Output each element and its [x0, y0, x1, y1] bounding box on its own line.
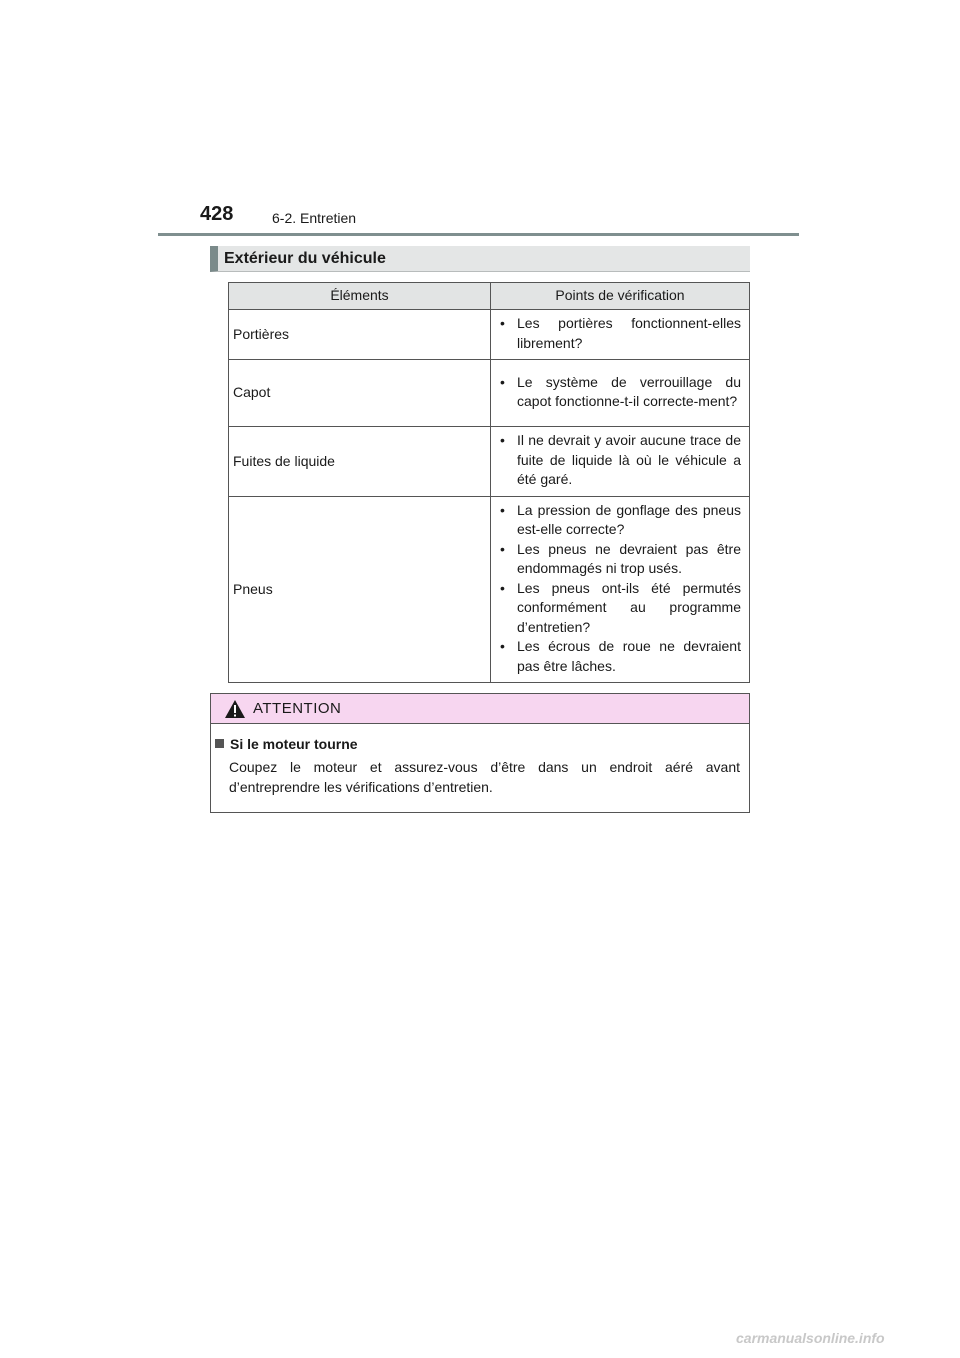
table-row — [229, 310, 750, 360]
list-item: • Les portières fonctionnent-elles librement? — [499, 314, 741, 353]
list-item: • Les écrous de roue ne devraient pas être lâches. — [499, 637, 741, 676]
column-header-items: Éléments — [229, 283, 491, 310]
watermark: carmanualsonline.info — [736, 1330, 885, 1346]
warning-subtitle-text: Si le moteur tourne — [230, 736, 358, 752]
points-list — [499, 431, 741, 490]
warning-header — [211, 694, 749, 724]
list-item: • La pression de gonflage des pneus est-elle correcte? — [499, 501, 741, 540]
table-cell-points — [491, 427, 750, 497]
section-heading — [210, 246, 750, 272]
warning-triangle-icon — [224, 699, 246, 719]
section-path: 6-2. Entretien — [272, 210, 357, 226]
table-cell-points — [491, 360, 750, 427]
points-list — [499, 373, 741, 412]
check-table — [228, 282, 750, 683]
points-list — [499, 501, 741, 677]
warning-title: ATTENTION — [253, 700, 342, 717]
column-header-checkpoints: Points de vérification — [491, 283, 750, 310]
warning-subtitle — [215, 736, 358, 752]
table-row — [229, 360, 750, 427]
square-bullet-icon — [215, 739, 224, 748]
warning-box — [210, 693, 750, 813]
header-rule — [158, 233, 799, 236]
warning-body: Coupez le moteur et assurez-vous d’être dans un endroit aéré avant d’entreprendre les vérifications d’entretien. — [229, 759, 740, 795]
section-heading-title: Extérieur du véhicule — [224, 250, 386, 267]
table-cell-item: Portières — [229, 310, 491, 360]
table-header-row — [229, 283, 750, 310]
list-item: • Les pneus ne devraient pas être endommagés ni trop usés. — [499, 540, 741, 579]
table-row — [229, 427, 750, 497]
table-cell-item: Fuites de liquide — [229, 427, 491, 497]
table-cell-item: Pneus — [229, 496, 491, 683]
list-item: • Les pneus ont-ils été permutés conformément au programme d’entretien? — [499, 579, 741, 638]
list-item: • Il ne devrait y avoir aucune trace de fuite de liquide là où le véhicule a été garé. — [499, 431, 741, 490]
table-cell-points — [491, 310, 750, 360]
page-number: 428 — [200, 203, 234, 225]
table-cell-item: Capot — [229, 360, 491, 427]
table-row — [229, 496, 750, 683]
list-item: • Le système de verrouillage du capot fonctionne-t-il correcte-ment? — [499, 373, 741, 412]
table-cell-points — [491, 496, 750, 683]
points-list — [499, 314, 741, 353]
